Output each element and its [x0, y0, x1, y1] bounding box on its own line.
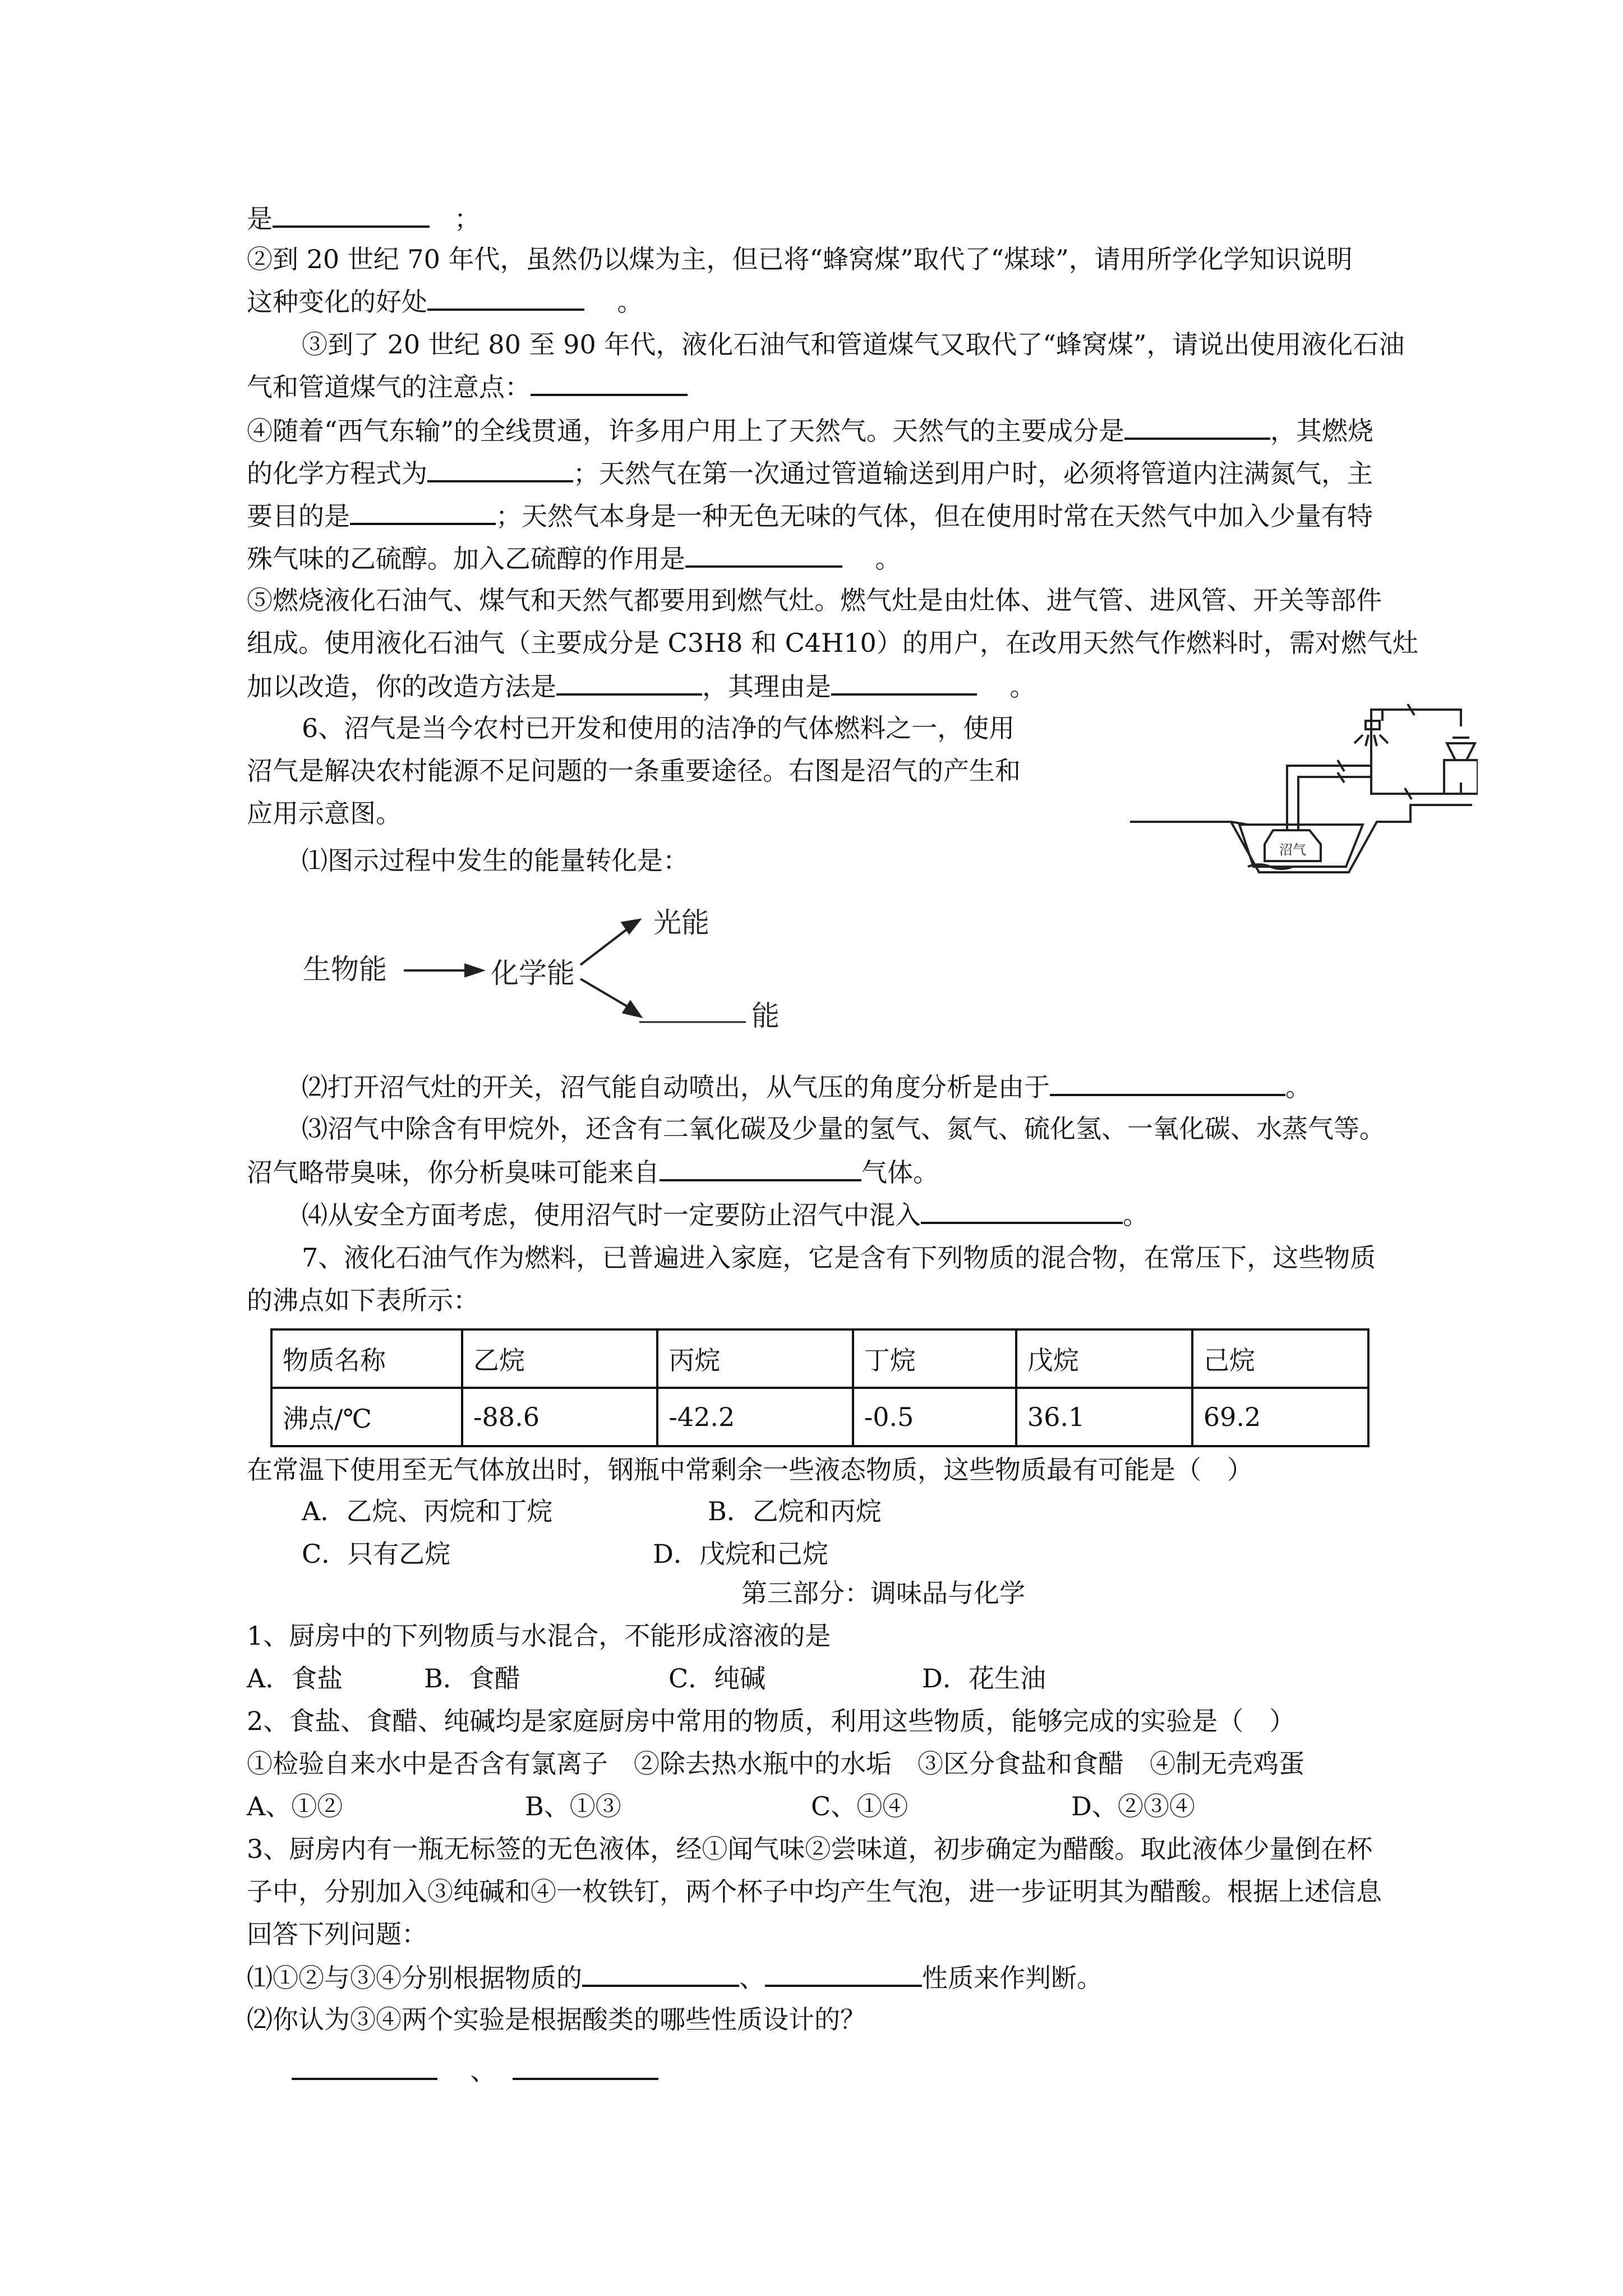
answer-blank[interactable]: [427, 284, 584, 311]
answer-blank[interactable]: [921, 1197, 1123, 1224]
text: 沼气略带臭味，你分析臭味可能来自: [247, 1157, 660, 1188]
p3-q2-option-a[interactable]: A、①②: [247, 1791, 343, 1821]
table-cell: 沸点/℃: [271, 1388, 462, 1446]
p3-q1-option-b[interactable]: B．食醋: [424, 1663, 520, 1694]
flow-bottom-label: 能: [751, 1000, 780, 1032]
table-cell: 乙烷: [462, 1329, 657, 1388]
table-cell: -42.2: [657, 1388, 852, 1446]
q6-line-3: 应用示意图。: [247, 798, 402, 829]
q7-line-2: 的沸点如下表所示：: [247, 1285, 479, 1315]
line-2: ②到 20 世纪 70 年代，虽然仍以煤为主，但已将“蜂窝煤”取代了“煤球”，请用所学化学知识说明: [247, 244, 1353, 274]
answer-blank[interactable]: [273, 201, 430, 228]
q6-line-2: 沼气是解决农村能源不足问题的一条重要途径。右图是沼气的产生和: [247, 756, 1021, 786]
answer-blank[interactable]: [831, 669, 977, 696]
section-heading: 第三部分：调味品与化学: [741, 1578, 1025, 1608]
line-4: ③到了 20 世纪 80 至 90 年代，液化石油气和管道煤气又取代了“蜂窝煤”，请说出使用液化石油: [302, 329, 1405, 360]
text: ⑵打开沼气灶的开关，沼气能自动喷出，从气压的角度分析是由于: [302, 1072, 1050, 1102]
q7-option-c[interactable]: C．只有乙烷: [302, 1539, 451, 1569]
answer-blank[interactable]: [427, 455, 573, 482]
text: 。: [617, 287, 643, 317]
table-cell: 戊烷: [1016, 1329, 1192, 1388]
text: 气体。: [861, 1157, 939, 1188]
answer-blank[interactable]: [556, 669, 702, 696]
answer-blank[interactable]: [350, 498, 496, 525]
text: ，其理由是: [702, 671, 831, 702]
text: 、: [739, 1963, 765, 1993]
flow-top-label: 光能: [653, 907, 709, 939]
table-row: [271, 1388, 1368, 1446]
answer-blank[interactable]: [685, 541, 842, 568]
p3-q3-line-3: 回答下列问题：: [247, 1919, 427, 1949]
text: 气和管道煤气的注意点：: [247, 372, 531, 402]
p3-q1: 1、厨房中的下列物质与水混合，不能形成溶液的是: [247, 1621, 831, 1651]
table-cell: -0.5: [853, 1388, 1016, 1446]
text: 、: [470, 2056, 496, 2086]
line-3: [247, 284, 1520, 319]
line-10: ⑤燃烧液化石油气、煤气和天然气都要用到燃气灶。燃气灶是由灶体、进气管、进风管、开关等部件: [247, 585, 1382, 615]
text: 。: [1009, 671, 1036, 702]
q6-sub-2: [302, 1069, 1575, 1104]
text: 。: [875, 544, 901, 574]
q6-sub-1: ⑴图示过程中发生的能量转化是：: [302, 845, 689, 876]
q7-option-d[interactable]: D．戊烷和己烷: [653, 1539, 828, 1569]
flow-middle-label: 化学能: [491, 957, 575, 990]
p3-q1-option-a[interactable]: A．食盐: [247, 1663, 343, 1694]
text: 要目的是: [247, 501, 350, 531]
text: 的化学方程式为: [247, 458, 427, 489]
p3-q3-line-2: 子中，分别加入③纯碱和④一枚铁钉，两个杯子中均产生气泡，进一步证明其为醋酸。根据上述信息: [247, 1876, 1382, 1907]
line-1: [247, 201, 1520, 236]
answer-blank[interactable]: [513, 2053, 658, 2080]
p3-q2-items: ①检验自来水中是否含有氯离子 ②除去热水瓶中的水垢 ③区分食盐和食醋 ④制无壳鸡蛋: [247, 1749, 1304, 1779]
p3-q3-answer-line: [292, 2053, 1565, 2088]
text: 殊气味的乙硫醇。加入乙硫醇的作用是: [247, 544, 685, 574]
table-cell: -88.6: [462, 1388, 657, 1446]
line-6: [247, 413, 1520, 448]
table-cell: 丁烷: [853, 1329, 1016, 1388]
answer-blank[interactable]: [765, 1960, 922, 1987]
energy-flow-diagram: [297, 898, 836, 1043]
text: 这种变化的好处: [247, 287, 427, 317]
p3-q1-option-c[interactable]: C．纯碱: [668, 1663, 766, 1694]
text: 加以改造，你的改造方法是: [247, 671, 556, 702]
line-7: [247, 455, 1520, 490]
answer-blank[interactable]: [582, 1960, 739, 1987]
answer-blank[interactable]: [1124, 413, 1270, 440]
line-5: [247, 369, 1520, 404]
table-cell: 69.2: [1192, 1388, 1368, 1446]
line-11: 组成。使用液化石油气（主要成分是 C3H8 和 C4H10）的用户，在改用天然气作燃料时，需对燃气灶: [247, 628, 1418, 658]
q6-line-1: 6、沼气是当今农村已开发和使用的洁净的气体燃料之一，使用: [302, 713, 1015, 743]
table-cell: 物质名称: [271, 1329, 462, 1388]
text: 是: [247, 204, 273, 234]
p3-q3-sub-1: [247, 1960, 1520, 1995]
q6-sub-3-line-2: [247, 1154, 1520, 1189]
text: 。: [1285, 1072, 1311, 1102]
table-cell: 丙烷: [657, 1329, 852, 1388]
answer-blank[interactable]: [292, 2053, 437, 2080]
text: ④随着“西气东输”的全线贯通，许多用户用上了天然气。天然气的主要成分是: [247, 416, 1125, 446]
q7-question: 在常温下使用至无气体放出时，钢瓶中常剩余一些液态物质，这些物质最有可能是（ ）: [247, 1455, 1253, 1485]
line-12: [247, 669, 1520, 703]
boiling-point-table: [270, 1328, 1370, 1447]
q7-option-b[interactable]: B．乙烷和丙烷: [708, 1496, 882, 1526]
text: ；: [454, 204, 480, 234]
answer-blank[interactable]: [660, 1154, 861, 1181]
text: ⑴①②与③④分别根据物质的: [247, 1963, 582, 1993]
text: ⑷从安全方面考虑，使用沼气时一定要防止沼气中混入: [302, 1200, 921, 1230]
text: 。: [1123, 1200, 1149, 1230]
text: ，其燃烧: [1270, 416, 1374, 446]
flow-source-label: 生物能: [303, 953, 387, 986]
answer-blank[interactable]: [531, 369, 688, 396]
q7-line-1: 7、液化石油气作为燃料，已普遍进入家庭，它是含有下列物质的混合物，在常压下，这些物质: [302, 1243, 1376, 1273]
line-9: [247, 541, 1520, 576]
text: ；天然气本身是一种无色无味的气体，但在使用时常在天然气中加入少量有特: [496, 501, 1373, 531]
p3-q3-sub-2: ⑵你认为③④两个实验是根据酸类的哪些性质设计的？: [247, 2004, 866, 2035]
p3-q2-option-b[interactable]: B、①③: [525, 1791, 621, 1821]
p3-q2-option-c[interactable]: C、①④: [811, 1791, 909, 1821]
p3-q3-line-1: 3、厨房内有一瓶无标签的无色液体，经①闻气味②尝味道，初步确定为醋酸。取此液体少量倒在杯: [247, 1834, 1373, 1864]
p3-q2-option-d[interactable]: D、②③④: [1071, 1791, 1195, 1821]
table-cell: 己烷: [1192, 1329, 1368, 1388]
p3-q2: 2、食盐、食醋、纯碱均是家庭厨房中常用的物质，利用这些物质，能够完成的实验是（ ）: [247, 1706, 1295, 1736]
table-cell: 36.1: [1016, 1388, 1192, 1446]
text: 性质来作判断。: [922, 1963, 1103, 1993]
q6-sub-4: [302, 1197, 1575, 1232]
answer-blank[interactable]: [1050, 1069, 1285, 1096]
text: ；天然气在第一次通过管道输送到用户时，必须将管道内注满氮气，主: [573, 458, 1373, 489]
line-8: [247, 498, 1520, 533]
p3-q1-option-d[interactable]: D．花生油: [922, 1663, 1046, 1694]
tank-label: 沼气: [1279, 842, 1306, 858]
q6-sub-3-line-1: ⑶沼气中除含有甲烷外，还含有二氧化碳及少量的氢气、氮气、硫化氢、一氧化碳、水蒸气等。: [302, 1114, 1385, 1144]
q7-option-a[interactable]: A．乙烷、丙烷和丁烷: [302, 1496, 553, 1526]
table-header-row: [271, 1329, 1368, 1388]
